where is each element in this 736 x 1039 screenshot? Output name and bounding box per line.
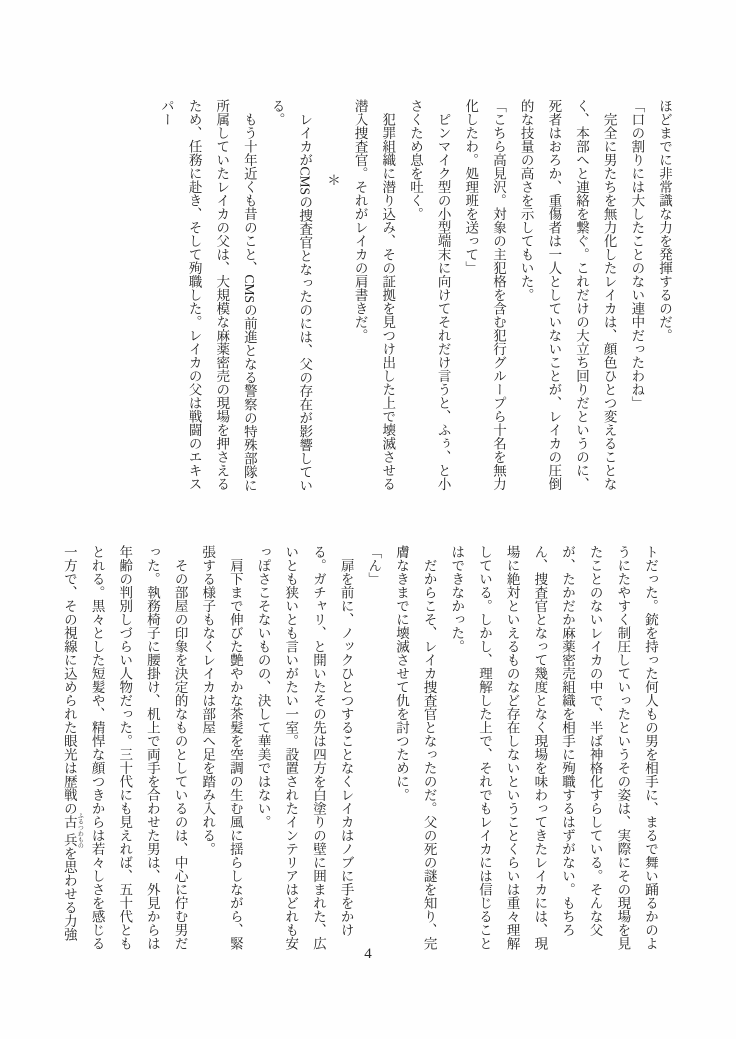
paragraph-dialogue: 「口の割りには大したことのない連中だったわね」 (629, 99, 645, 410)
paragraph: ほどまでに非常識な力を発揮するのだ。 (657, 99, 672, 342)
paragraph: 犯罪組織に潜り込み、その証拠を見つけ出した上で壊滅させる潜入捜査官。それがレイカの肩書きだ。 (352, 99, 396, 491)
paragraph: 肩下まで伸びた艶やかな茶髪を空調の生む風に揺らしながら、緊張する様子もなくレイカは部屋へ足を踏み入れる。 (200, 545, 243, 950)
ruby-base-text: 古兵 (61, 812, 77, 849)
page-number: 4 (364, 946, 372, 962)
paragraph: だからこそ、レイカ捜査官となったのだ。父の死の謎を知り、完膚なきまでに壊滅させて仇を討つために。 (393, 545, 437, 950)
paragraph-text: を思わせる力強 (61, 846, 77, 941)
paragraph: レイカがCMSの捜査官となったのには、父の存在が影響している。 (269, 99, 313, 493)
paragraph: 扉を前に、ノックひとつすることなくレイカはノブに手をかける。ガチャリ、と開いたその先は四方を白塗りの壁に囲まれた、広いとも狭いとも言いがたい一室。設置されたインテリアはどれも安っぽさこそないものの、決して華美ではない。 (255, 545, 354, 950)
text-block-upper (53, 99, 678, 493)
paragraph: ピンマイク型の小型端末に向けてそれだけ言うと、ふぅ、と小さくため息を吐く。 (407, 99, 451, 491)
paragraph-text: その部屋の印象を決定的なものとしているのは、中心に佇む男だった。執務椅子に腰掛け、机上で両手を合わせた男は、外見からは年齢の判別しづらい人物だった。三十代にも見えれば、五十代ともとれる。黒々とした短髪や、精悍な顔つきからは若々しさを感じる一方で、その視線に込められた眼光は歴戦の (61, 545, 188, 950)
section-divider: ＊ (324, 173, 340, 187)
ruby-furigana (61, 812, 83, 849)
paragraph: 完全に男たちを無力化したレイカは、顔色ひとつ変えることなく、本部へと連絡を繋ぐ。これだけの大立ち回りだというのに、死者はおろか、重傷者は一人としていないことが、レイカの圧倒的な技量の高さを示してもいた。 (518, 99, 617, 491)
furigana-text: ふるつわもの (76, 812, 83, 849)
paragraph-dialogue: 「こちら高見沢。対象の主犯格を含む犯行グループら十名を無力化したわ。処理班を送って」 (463, 99, 506, 491)
paragraph-with-furigana (55, 545, 193, 951)
text-block-lower (54, 545, 664, 951)
paragraph-dialogue: 「ん」 (366, 545, 382, 586)
paragraph: もう十年近くも昔のこと、CMSの前進となる警察の特殊部隊に所属していたレイカの父は、大規模な麻薬密売の現場を押さえるため、任務に赴き、そして殉職した。レイカの父は戦闘のエキスパー (158, 99, 257, 493)
paragraph: トだった。銃を持った何人もの男を相手に、まるで舞い踊るかのようにたやすく制圧していったというその姿は、実際にその現場を見たことのないレイカの中で、半ば神格化すらしている。そんな父が、たかだか麻薬密売組織を相手に殉職するはずがない。もちろん、捜査官となって幾度となく現場を味わってきたレイカには、現場に絶対といえるものなど存在しないということくらいは重々理解している。しかし、理解した上で、それでもレイカには信じることはできなかった。 (449, 545, 658, 950)
